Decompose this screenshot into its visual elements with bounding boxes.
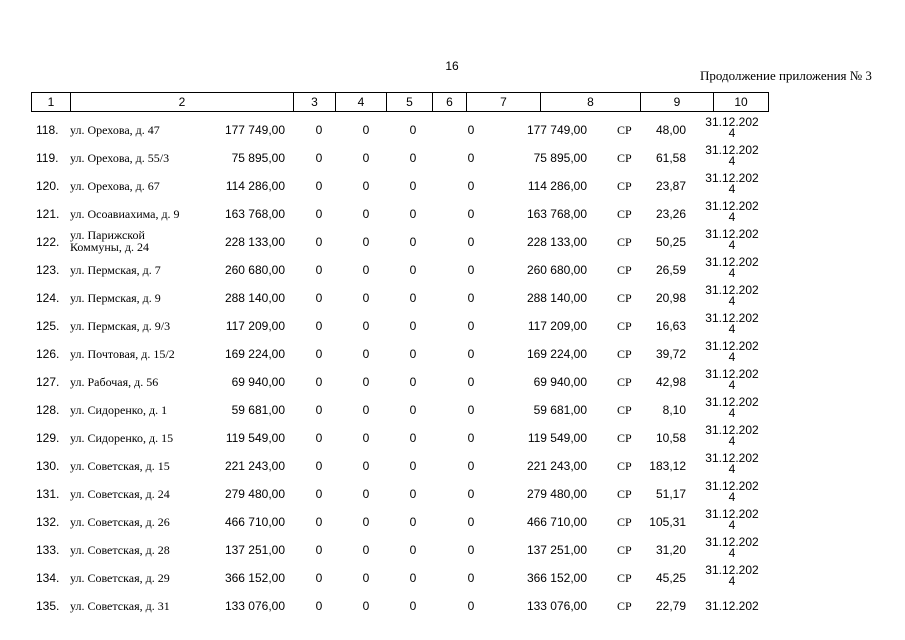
row-col3: 0 (315, 207, 323, 221)
row-amount-col2: 177 749,00 (224, 123, 285, 137)
row-price: 20,98 (655, 291, 686, 305)
header-cell: 7 (467, 92, 541, 112)
row-address: ул. Парижской Коммуны, д. 24 (70, 228, 149, 254)
row-date-line2: 4 (728, 294, 736, 308)
row-date-line1: 31.12.202 (705, 479, 759, 493)
row-col4: 0 (362, 291, 370, 305)
row-col6: 0 (467, 459, 475, 473)
row-code: СР (617, 347, 632, 361)
row-price: 50,25 (655, 235, 686, 249)
table-row (0, 116, 905, 144)
table-row (0, 452, 905, 480)
row-date-line2: 4 (728, 182, 736, 196)
row-col5: 0 (409, 599, 417, 613)
row-address: ул. Советская, д. 15 (70, 459, 170, 473)
row-col6: 0 (467, 403, 475, 417)
row-code: СР (617, 235, 632, 249)
row-date (704, 599, 760, 613)
row-col6: 0 (467, 431, 475, 445)
table-row (0, 200, 905, 228)
row-address: ул. Пермская, д. 9 (70, 291, 161, 305)
row-amount-col2: 59 681,00 (231, 403, 285, 417)
row-col3: 0 (315, 543, 323, 557)
row-address: ул. Рабочая, д. 56 (70, 375, 159, 389)
row-col3: 0 (315, 235, 323, 249)
table-row (0, 144, 905, 172)
row-amount-col2: 119 549,00 (225, 431, 285, 445)
row-col6: 0 (467, 207, 475, 221)
table-row (0, 396, 905, 424)
row-col4: 0 (362, 459, 370, 473)
row-address: ул. Пермская, д. 9/3 (70, 319, 171, 333)
row-date-line1: 31.12.202 (705, 199, 759, 213)
row-price: 45,25 (655, 571, 686, 585)
row-date (704, 117, 760, 139)
row-number: 118. (36, 123, 59, 137)
row-address: ул. Сидоренко, д. 15 (70, 431, 174, 445)
row-col3: 0 (315, 179, 323, 193)
row-price: 42,98 (655, 375, 686, 389)
row-address: ул. Почтовая, д. 15/2 (70, 347, 175, 361)
row-col5: 0 (409, 319, 417, 333)
row-date-line1: 31.12.202 (705, 507, 759, 521)
row-col3: 0 (315, 347, 323, 361)
row-amount-col2: 279 480,00 (224, 487, 285, 501)
header-cell: 1 (31, 92, 71, 112)
row-col3: 0 (315, 123, 323, 137)
row-date-line2: 4 (728, 490, 736, 504)
row-date-line2: 4 (728, 350, 736, 364)
row-date-line2: 4 (728, 546, 736, 560)
row-col3: 0 (315, 291, 323, 305)
row-col5: 0 (409, 431, 417, 445)
row-date-line1: 31.12.202 (705, 563, 759, 577)
row-code: СР (617, 403, 632, 417)
row-price: 16,63 (655, 319, 686, 333)
row-date-line1: 31.12.202 (705, 423, 759, 437)
row-address: ул. Орехова, д. 55/3 (70, 151, 170, 165)
row-col3: 0 (315, 431, 323, 445)
row-col6: 0 (467, 123, 475, 137)
row-price: 8,10 (662, 403, 686, 417)
row-col5: 0 (409, 291, 417, 305)
row-col3: 0 (315, 571, 323, 585)
row-date-line2: 4 (728, 266, 736, 280)
row-col6: 0 (467, 347, 475, 361)
row-col6: 0 (467, 599, 475, 613)
row-price: 23,87 (655, 179, 686, 193)
row-date-line2: 4 (728, 574, 736, 588)
row-code: СР (617, 123, 632, 137)
row-date (704, 369, 760, 391)
row-col6: 0 (467, 515, 475, 529)
row-col3: 0 (315, 515, 323, 529)
row-number: 133. (36, 543, 60, 557)
row-address: ул. Пермская, д. 7 (70, 263, 161, 277)
row-code: СР (617, 207, 632, 221)
row-price: 23,26 (655, 207, 686, 221)
row-date (704, 481, 760, 503)
row-col3: 0 (315, 459, 323, 473)
row-amount-col2: 163 768,00 (224, 207, 285, 221)
table-row (0, 256, 905, 284)
row-date-line2: 4 (728, 126, 736, 140)
row-code: СР (617, 459, 632, 473)
row-col3: 0 (315, 599, 323, 613)
row-amount-col8: 260 680,00 (526, 263, 587, 277)
table-row (0, 508, 905, 536)
row-col5: 0 (409, 515, 417, 529)
row-date-line1: 31.12.202 (705, 115, 759, 129)
row-price: 183,12 (649, 459, 686, 473)
row-number: 129. (36, 431, 60, 445)
row-col5: 0 (409, 459, 417, 473)
table-body (0, 116, 905, 620)
row-address: ул. Советская, д. 28 (70, 543, 170, 557)
row-number: 128. (36, 403, 60, 417)
row-col3: 0 (315, 319, 323, 333)
row-amount-col2: 75 895,00 (231, 151, 285, 165)
row-number: 132. (36, 515, 60, 529)
row-code: СР (617, 515, 632, 529)
table-row (0, 536, 905, 564)
row-address: ул. Советская, д. 29 (70, 571, 170, 585)
row-amount-col2: 260 680,00 (224, 263, 285, 277)
row-date (704, 397, 760, 419)
row-date-line2: 4 (728, 322, 736, 336)
row-col3: 0 (315, 487, 323, 501)
row-number: 121. (36, 207, 60, 221)
row-col5: 0 (409, 207, 417, 221)
row-date-line2: 4 (728, 434, 736, 448)
row-date (704, 425, 760, 447)
row-date (704, 537, 760, 559)
row-amount-col2: 114 286,00 (225, 179, 285, 193)
row-date (704, 201, 760, 223)
row-date-line2: 4 (728, 406, 736, 420)
row-number: 122. (36, 235, 60, 249)
row-amount-col2: 133 076,00 (224, 599, 285, 613)
appendix-continuation-title: Продолжение приложения № 3 (700, 68, 872, 83)
row-col5: 0 (409, 403, 417, 417)
row-amount-col2: 137 251,00 (224, 543, 285, 557)
row-date (704, 285, 760, 307)
row-col4: 0 (362, 431, 370, 445)
table-row (0, 368, 905, 396)
row-number: 124. (36, 291, 60, 305)
row-amount-col2: 221 243,00 (224, 459, 285, 473)
row-number: 126. (36, 347, 60, 361)
header-cell: 10 (714, 92, 769, 112)
table-row (0, 228, 905, 256)
row-address: ул. Советская, д. 26 (70, 515, 170, 529)
row-date-line1: 31.12.202 (705, 143, 759, 157)
row-price: 26,59 (655, 263, 686, 277)
table-row (0, 564, 905, 592)
row-number: 123. (36, 263, 60, 277)
row-col6: 0 (467, 571, 475, 585)
row-address: ул. Орехова, д. 67 (70, 179, 160, 193)
row-col4: 0 (362, 319, 370, 333)
row-amount-col8: 69 940,00 (533, 375, 587, 389)
table-row (0, 480, 905, 508)
row-col5: 0 (409, 123, 417, 137)
row-date-line2: 4 (728, 238, 736, 252)
row-code: СР (617, 291, 632, 305)
row-date (704, 313, 760, 335)
row-amount-col8: 221 243,00 (526, 459, 587, 473)
row-date (704, 229, 760, 251)
row-amount-col8: 288 140,00 (526, 291, 587, 305)
row-code: СР (617, 319, 632, 333)
row-col5: 0 (409, 543, 417, 557)
row-code: СР (617, 375, 632, 389)
table-row (0, 284, 905, 312)
row-amount-col2: 117 209,00 (225, 319, 285, 333)
row-price: 51,17 (655, 487, 686, 501)
row-amount-col8: 228 133,00 (526, 235, 587, 249)
row-price: 61,58 (655, 151, 686, 165)
row-col5: 0 (409, 571, 417, 585)
row-date-line1: 31.12.202 (705, 255, 759, 269)
row-col6: 0 (467, 235, 475, 249)
row-date-line2: 4 (728, 518, 736, 532)
row-price: 39,72 (655, 347, 686, 361)
row-amount-col8: 137 251,00 (526, 543, 587, 557)
row-col6: 0 (467, 487, 475, 501)
row-col6: 0 (467, 263, 475, 277)
row-col5: 0 (409, 375, 417, 389)
row-amount-col8: 117 209,00 (527, 319, 587, 333)
row-col4: 0 (362, 347, 370, 361)
row-amount-col8: 59 681,00 (533, 403, 587, 417)
row-address: ул. Сидоренко, д. 1 (70, 403, 168, 417)
row-amount-col8: 177 749,00 (526, 123, 587, 137)
table-header (31, 92, 769, 112)
row-date (704, 453, 760, 475)
row-col3: 0 (315, 263, 323, 277)
row-date-line1: 31.12.202 (705, 311, 759, 325)
row-number: 134. (36, 571, 60, 585)
row-date (704, 145, 760, 167)
header-cell: 8 (541, 92, 641, 112)
row-date (704, 509, 760, 531)
row-date-line1: 31.12.202 (705, 451, 759, 465)
row-amount-col2: 366 152,00 (224, 571, 285, 585)
row-date-line1: 31.12.202 (705, 599, 759, 613)
row-amount-col8: 133 076,00 (526, 599, 587, 613)
row-number: 135. (36, 599, 60, 613)
header-cell: 5 (387, 92, 433, 112)
row-col4: 0 (362, 515, 370, 529)
row-amount-col2: 288 140,00 (224, 291, 285, 305)
row-col5: 0 (409, 235, 417, 249)
row-number: 125. (36, 319, 60, 333)
row-date-line1: 31.12.202 (705, 227, 759, 241)
table-row (0, 172, 905, 200)
table-row (0, 424, 905, 452)
header-cell: 4 (336, 92, 387, 112)
row-date (704, 173, 760, 195)
row-address: ул. Советская, д. 24 (70, 487, 170, 501)
row-col4: 0 (362, 571, 370, 585)
row-date-line2: 4 (728, 462, 736, 476)
header-cell: 3 (294, 92, 336, 112)
row-amount-col8: 163 768,00 (526, 207, 587, 221)
row-date-line1: 31.12.202 (705, 171, 759, 185)
row-date-line1: 31.12.202 (705, 283, 759, 297)
row-date (704, 257, 760, 279)
row-date-line1: 31.12.202 (705, 339, 759, 353)
row-col4: 0 (362, 487, 370, 501)
row-col4: 0 (362, 375, 370, 389)
row-amount-col8: 279 480,00 (526, 487, 587, 501)
row-address: ул. Советская, д. 31 (70, 599, 170, 613)
row-col6: 0 (467, 319, 475, 333)
row-code: СР (617, 263, 632, 277)
row-amount-col8: 169 224,00 (526, 347, 587, 361)
row-price: 105,31 (649, 515, 686, 529)
row-col4: 0 (362, 235, 370, 249)
row-code: СР (617, 179, 632, 193)
row-col3: 0 (315, 375, 323, 389)
row-col6: 0 (467, 291, 475, 305)
row-col4: 0 (362, 207, 370, 221)
header-cell: 6 (433, 92, 467, 112)
row-date-line1: 31.12.202 (705, 535, 759, 549)
row-number: 131. (36, 487, 60, 501)
header-cell: 2 (71, 92, 294, 112)
row-code: СР (617, 431, 632, 445)
row-code: СР (617, 599, 632, 613)
row-col6: 0 (467, 179, 475, 193)
row-code: СР (617, 151, 632, 165)
row-col5: 0 (409, 263, 417, 277)
row-date-line1: 31.12.202 (705, 367, 759, 381)
row-date-line1: 31.12.202 (705, 395, 759, 409)
row-col5: 0 (409, 151, 417, 165)
page-number: 16 (445, 59, 459, 73)
row-date (704, 341, 760, 363)
row-col4: 0 (362, 123, 370, 137)
row-number: 127. (36, 375, 60, 389)
row-col6: 0 (467, 375, 475, 389)
row-col4: 0 (362, 151, 370, 165)
row-col4: 0 (362, 179, 370, 193)
row-amount-col8: 75 895,00 (533, 151, 587, 165)
row-code: СР (617, 487, 632, 501)
row-price: 31,20 (655, 543, 686, 557)
row-date (704, 565, 760, 587)
row-address: ул. Орехова, д. 47 (70, 123, 160, 137)
row-date-line2: 4 (728, 378, 736, 392)
row-col5: 0 (409, 179, 417, 193)
row-code: СР (617, 571, 632, 585)
row-amount-col8: 119 549,00 (527, 431, 587, 445)
row-address: ул. Осоавиахима, д. 9 (70, 207, 180, 221)
row-amount-col2: 69 940,00 (231, 375, 285, 389)
row-col4: 0 (362, 543, 370, 557)
row-number: 120. (36, 179, 60, 193)
row-number: 119. (36, 151, 59, 165)
row-amount-col8: 466 710,00 (526, 515, 587, 529)
row-date-line2: 4 (728, 210, 736, 224)
row-amount-col8: 366 152,00 (526, 571, 587, 585)
row-col5: 0 (409, 347, 417, 361)
row-amount-col2: 466 710,00 (224, 515, 285, 529)
row-amount-col2: 169 224,00 (224, 347, 285, 361)
row-col4: 0 (362, 599, 370, 613)
row-col5: 0 (409, 487, 417, 501)
row-number: 130. (36, 459, 60, 473)
row-col6: 0 (467, 151, 475, 165)
row-date-line2: 4 (728, 154, 736, 168)
row-code: СР (617, 543, 632, 557)
row-col4: 0 (362, 263, 370, 277)
table-row (0, 592, 905, 620)
row-col3: 0 (315, 151, 323, 165)
header-cell: 9 (641, 92, 714, 112)
table-row (0, 312, 905, 340)
row-price: 22,79 (655, 599, 686, 613)
row-price: 10,58 (655, 431, 686, 445)
row-price: 48,00 (655, 123, 686, 137)
row-col4: 0 (362, 403, 370, 417)
row-col6: 0 (467, 543, 475, 557)
table-row (0, 340, 905, 368)
row-amount-col8: 114 286,00 (527, 179, 587, 193)
row-amount-col2: 228 133,00 (224, 235, 285, 249)
row-col3: 0 (315, 403, 323, 417)
